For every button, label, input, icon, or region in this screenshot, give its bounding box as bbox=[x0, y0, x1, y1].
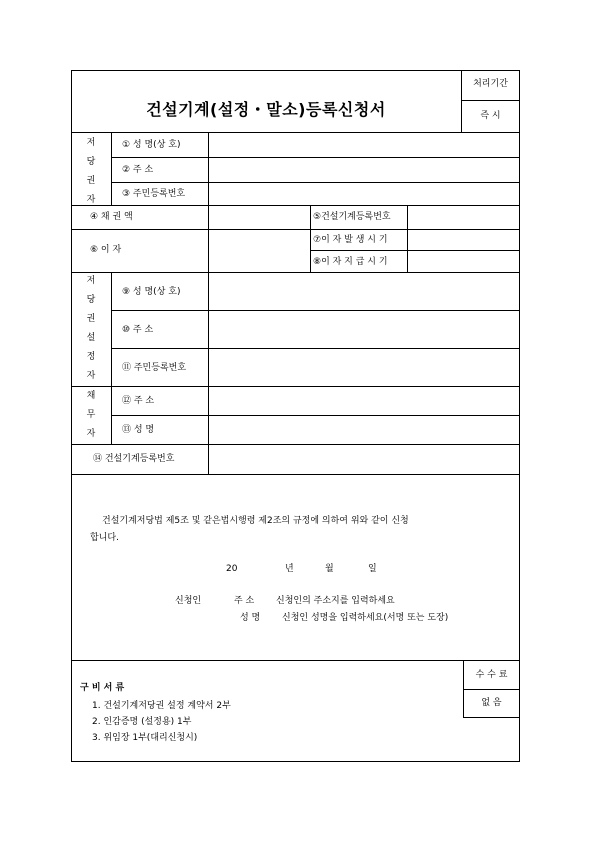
debtor-address-label: ⑫ 주 소 bbox=[122, 396, 155, 406]
statement-line2: 합니다. bbox=[90, 533, 119, 543]
mortgagor-rrn-label: ⑪ 주민등록번호 bbox=[122, 363, 187, 373]
divider bbox=[111, 132, 112, 205]
mortgagor-rrn-field[interactable] bbox=[212, 359, 516, 375]
divider bbox=[111, 182, 520, 183]
machine-reg-no-label: ⑤건설기계등록번호 bbox=[313, 212, 391, 222]
claim-amount-label: ④ 채 권 액 bbox=[90, 212, 133, 222]
interest-start-label: ⑦이 자 발 생 시 기 bbox=[313, 235, 388, 245]
divider bbox=[71, 386, 520, 387]
date-year: 20 bbox=[226, 564, 238, 574]
divider bbox=[71, 229, 520, 230]
date-day-unit: 일 bbox=[368, 564, 377, 574]
fee-label: 수 수 료 bbox=[475, 670, 508, 680]
processing-period-label: 처리기간 bbox=[473, 79, 508, 89]
divider bbox=[71, 660, 520, 661]
divider bbox=[71, 205, 520, 206]
debtor-group-label: 채 무 자 bbox=[86, 391, 96, 439]
date-year-unit: 년 bbox=[285, 564, 294, 574]
applicant-address-label: 주 소 bbox=[234, 596, 255, 606]
mortgagor-group-label: 저 당 권 설 정 자 bbox=[86, 276, 96, 381]
page-title: 건설기계(설정・말소)등록신청서 bbox=[146, 100, 386, 119]
document-item: 2. 인감증명 (설정용) 1부 bbox=[92, 717, 192, 727]
document-item: 1. 건설기계저당권 설정 계약서 2부 bbox=[92, 701, 231, 711]
machine-reg-no-field[interactable] bbox=[411, 209, 516, 225]
mortgagee-group-label: 저 당 권 자 bbox=[86, 138, 96, 205]
mortgagor-name-label: ⑨ 성 명(상 호) bbox=[122, 287, 181, 297]
divider bbox=[208, 272, 209, 474]
divider bbox=[461, 100, 520, 101]
divider bbox=[310, 250, 520, 251]
divider bbox=[463, 660, 464, 717]
divider bbox=[407, 205, 408, 272]
debtor-name-label: ⑬ 성 명 bbox=[122, 425, 155, 435]
document-item: 3. 위임장 1부(대리신청시) bbox=[92, 733, 198, 743]
divider bbox=[71, 444, 520, 445]
interest-field[interactable] bbox=[212, 242, 306, 258]
statement-line1: 건설기계저당법 제5조 및 같은법시행령 제2조의 규정에 의하여 위와 같이 신청 bbox=[102, 516, 409, 526]
mortgagee-address-label: ② 주 소 bbox=[122, 165, 154, 175]
divider bbox=[111, 157, 520, 158]
mortgagor-address-label: ⑩ 주 소 bbox=[122, 325, 154, 335]
interest-label: ⑥ 이 자 bbox=[90, 245, 122, 255]
debtor-name-field[interactable] bbox=[212, 421, 516, 437]
machine-reg-no-14-label: ⑭ 건설기계등록번호 bbox=[93, 454, 175, 464]
divider bbox=[71, 132, 520, 133]
applicant-name-label: 성 명 bbox=[240, 613, 261, 623]
divider bbox=[208, 132, 209, 272]
mortgagee-rrn-field[interactable] bbox=[212, 186, 516, 202]
mortgagor-address-field[interactable] bbox=[212, 321, 516, 337]
divider bbox=[111, 272, 112, 444]
divider bbox=[310, 205, 311, 272]
debtor-address-field[interactable] bbox=[212, 392, 516, 408]
divider bbox=[463, 717, 520, 718]
claim-amount-field[interactable] bbox=[212, 209, 306, 225]
interest-pay-label: ⑧이 자 지 급 시 기 bbox=[313, 257, 388, 267]
interest-pay-field[interactable] bbox=[411, 254, 516, 270]
documents-title: 구 비 서 류 bbox=[80, 683, 125, 693]
divider bbox=[71, 272, 520, 273]
divider bbox=[111, 348, 520, 349]
divider bbox=[111, 310, 520, 311]
mortgagee-rrn-label: ③ 주민등록번호 bbox=[122, 189, 186, 199]
divider bbox=[71, 474, 520, 475]
applicant-address-field[interactable]: 신청인의 주소지를 입력하세요 bbox=[276, 596, 395, 606]
interest-start-field[interactable] bbox=[411, 232, 516, 248]
mortgagee-name-label: ① 성 명(상 호) bbox=[122, 140, 181, 150]
mortgagee-name-field[interactable] bbox=[212, 137, 516, 153]
divider bbox=[111, 415, 520, 416]
applicant-label: 신청인 bbox=[175, 596, 202, 606]
date-month-unit: 월 bbox=[325, 564, 334, 574]
mortgagor-name-field[interactable] bbox=[212, 283, 516, 299]
machine-reg-no-14-field[interactable] bbox=[212, 451, 516, 467]
divider bbox=[463, 689, 520, 690]
applicant-name-field[interactable]: 신청인 성명을 입력하세요(서명 또는 도장) bbox=[282, 613, 449, 623]
mortgagee-address-field[interactable] bbox=[212, 162, 516, 178]
processing-period-value: 즉 시 bbox=[480, 111, 501, 121]
fee-value: 없 음 bbox=[481, 698, 502, 708]
